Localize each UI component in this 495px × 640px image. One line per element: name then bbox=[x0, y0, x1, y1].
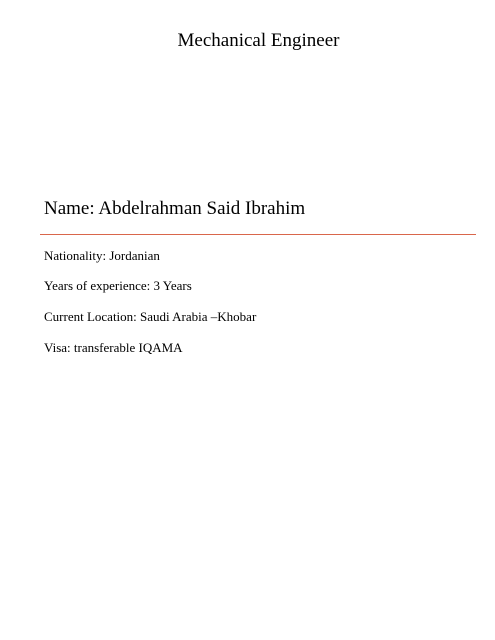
visa-line: Visa: transferable IQAMA bbox=[44, 340, 183, 355]
job-title: Mechanical Engineer bbox=[177, 30, 340, 51]
nationality-line: Nationality: Jordanian bbox=[44, 248, 160, 263]
experience-line: Years of experience: 3 Years bbox=[44, 278, 192, 293]
divider-line bbox=[40, 234, 476, 235]
location-line: Current Location: Saudi Arabia –Khobar bbox=[44, 309, 257, 324]
candidate-name: Name: Abdelrahman Said Ibrahim bbox=[44, 198, 306, 219]
